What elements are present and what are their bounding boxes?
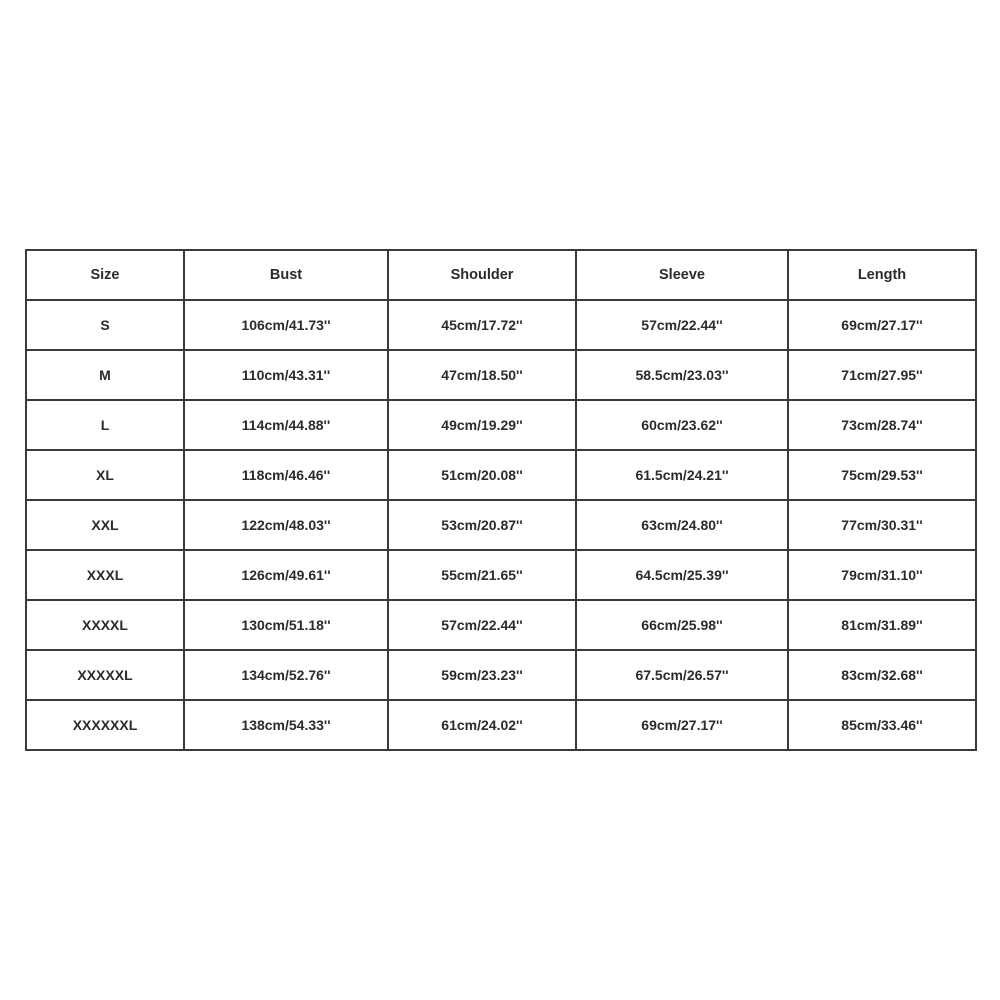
- cell-size: XXXXXL: [26, 650, 184, 700]
- cell-size: XL: [26, 450, 184, 500]
- cell-sleeve: 61.5cm/24.21'': [576, 450, 788, 500]
- cell-size: M: [26, 350, 184, 400]
- cell-length: 81cm/31.89'': [788, 600, 976, 650]
- table-row: [26, 550, 976, 600]
- cell-shoulder: 55cm/21.65'': [388, 550, 576, 600]
- cell-bust: 134cm/52.76'': [184, 650, 388, 700]
- cell-sleeve: 67.5cm/26.57'': [576, 650, 788, 700]
- cell-length: 73cm/28.74'': [788, 400, 976, 450]
- table-row: [26, 350, 976, 400]
- header-bust: Bust: [184, 250, 388, 300]
- cell-sleeve: 69cm/27.17'': [576, 700, 788, 750]
- cell-shoulder: 61cm/24.02'': [388, 700, 576, 750]
- cell-sleeve: 58.5cm/23.03'': [576, 350, 788, 400]
- cell-bust: 126cm/49.61'': [184, 550, 388, 600]
- cell-length: 83cm/32.68'': [788, 650, 976, 700]
- cell-shoulder: 51cm/20.08'': [388, 450, 576, 500]
- size-chart-table: [25, 249, 977, 751]
- cell-bust: 122cm/48.03'': [184, 500, 388, 550]
- table-row: [26, 450, 976, 500]
- cell-sleeve: 63cm/24.80'': [576, 500, 788, 550]
- table-row: [26, 650, 976, 700]
- cell-sleeve: 60cm/23.62'': [576, 400, 788, 450]
- cell-size: XXL: [26, 500, 184, 550]
- cell-bust: 118cm/46.46'': [184, 450, 388, 500]
- cell-length: 71cm/27.95'': [788, 350, 976, 400]
- cell-sleeve: 66cm/25.98'': [576, 600, 788, 650]
- cell-size: L: [26, 400, 184, 450]
- cell-shoulder: 59cm/23.23'': [388, 650, 576, 700]
- cell-length: 77cm/30.31'': [788, 500, 976, 550]
- cell-bust: 130cm/51.18'': [184, 600, 388, 650]
- cell-shoulder: 47cm/18.50'': [388, 350, 576, 400]
- cell-length: 79cm/31.10'': [788, 550, 976, 600]
- cell-shoulder: 49cm/19.29'': [388, 400, 576, 450]
- cell-sleeve: 57cm/22.44'': [576, 300, 788, 350]
- cell-shoulder: 45cm/17.72'': [388, 300, 576, 350]
- cell-bust: 138cm/54.33'': [184, 700, 388, 750]
- cell-length: 69cm/27.17'': [788, 300, 976, 350]
- cell-shoulder: 57cm/22.44'': [388, 600, 576, 650]
- cell-bust: 110cm/43.31'': [184, 350, 388, 400]
- cell-sleeve: 64.5cm/25.39'': [576, 550, 788, 600]
- header-sleeve: Sleeve: [576, 250, 788, 300]
- header-shoulder: Shoulder: [388, 250, 576, 300]
- cell-size: XXXXXXL: [26, 700, 184, 750]
- table-row: [26, 500, 976, 550]
- cell-shoulder: 53cm/20.87'': [388, 500, 576, 550]
- header-row: [26, 250, 976, 300]
- table-row: [26, 400, 976, 450]
- header-size: Size: [26, 250, 184, 300]
- cell-length: 75cm/29.53'': [788, 450, 976, 500]
- header-length: Length: [788, 250, 976, 300]
- table-row: [26, 300, 976, 350]
- cell-length: 85cm/33.46'': [788, 700, 976, 750]
- cell-bust: 106cm/41.73'': [184, 300, 388, 350]
- table-row: [26, 700, 976, 750]
- cell-size: XXXL: [26, 550, 184, 600]
- table-row: [26, 600, 976, 650]
- cell-bust: 114cm/44.88'': [184, 400, 388, 450]
- cell-size: S: [26, 300, 184, 350]
- cell-size: XXXXL: [26, 600, 184, 650]
